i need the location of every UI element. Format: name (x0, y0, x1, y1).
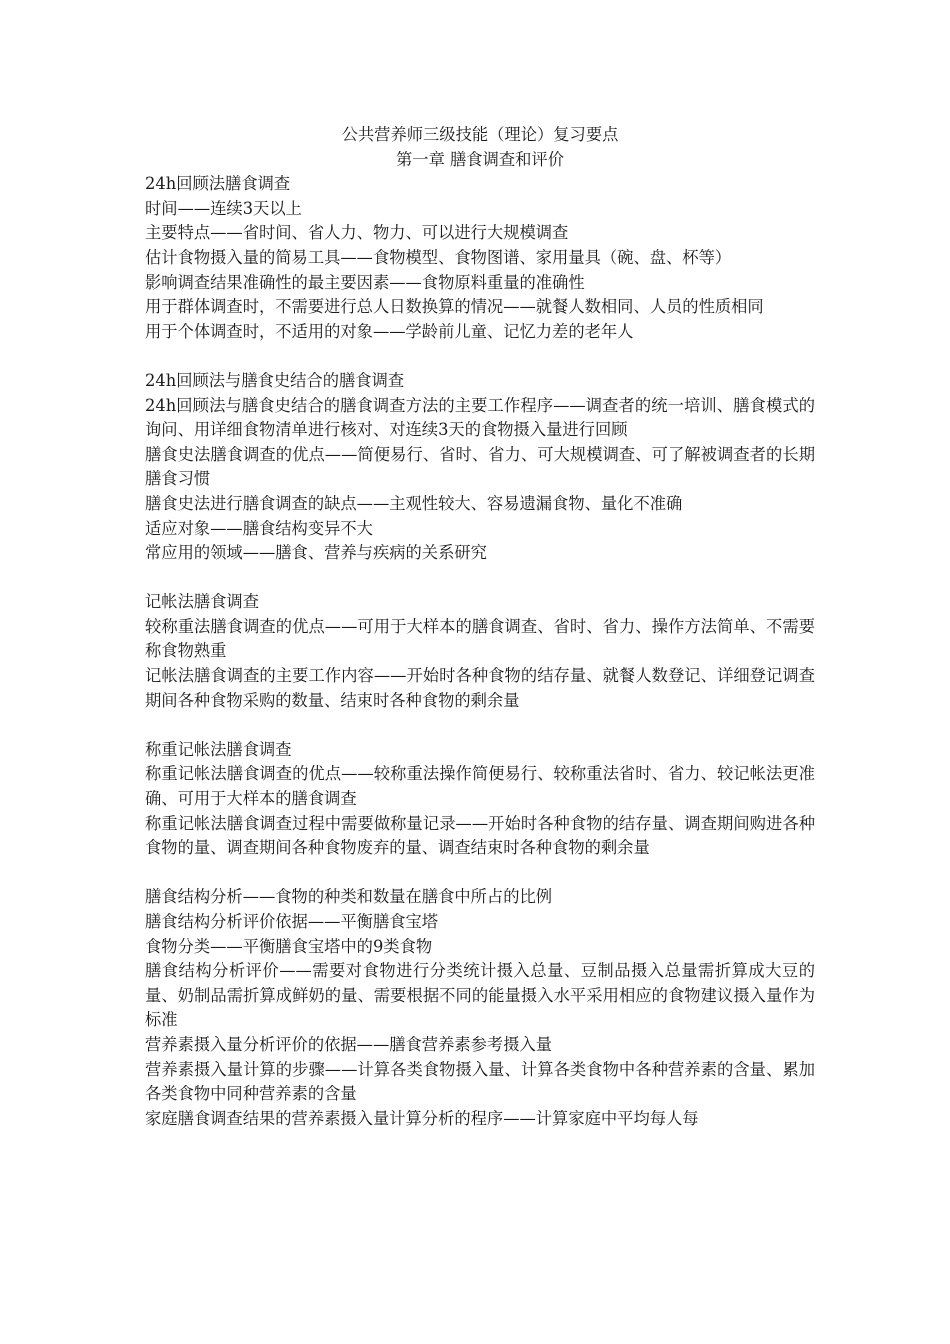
blank-line (145, 861, 815, 886)
text-line: 营养素摄入量计算的步骤——计算各类食物摄入量、计算各类食物中各种营养素的含量、累加各类食物中同种营养素的含量 (145, 1059, 815, 1104)
section-heading: 称重记帐法膳食调查 (145, 739, 292, 759)
chapter-title: 第一章 膳食调查和评价 (396, 149, 564, 169)
text-line: 膳食史法膳食调查的优点——简便易行、省时、省力、可大规模调查、可了解被调查者的长期膳食习惯 (145, 444, 815, 489)
text-line: 称重记帐法膳食调查的优点——较称重法操作简便易行、较称重法省时、省力、较记帐法更准确、可用于大样本的膳食调查 (145, 764, 815, 809)
text-line: 时间——连续3天以上 (145, 198, 302, 218)
section-heading: 记帐法膳食调查 (145, 592, 259, 612)
text-line: 记帐法膳食调查的主要工作内容——开始时各种食物的结存量、就餐人数登记、详细登记调查期间各种食物采购的数量、结束时各种食物的剩余量 (145, 666, 815, 710)
text-line: 食物分类——平衡膳食宝塔中的9类食物 (145, 936, 433, 956)
text-line: 称重记帐法膳食调查过程中需要做称量记录——开始时各种食物的结存量、调查期间购进各种食物的量、调查期间各种食物废弃的量、调查结束时各种食物的剩余量 (145, 813, 815, 858)
text-line: 膳食结构分析评价——需要对食物进行分类统计摄入总量、豆制品摄入总量需折算成大豆的量、奶制品需折算成鲜奶的量、需要根据不同的能量摄入水平采用相应的食物建议摄入量作为标准 (145, 961, 815, 1030)
text-line: 营养素摄入量分析评价的依据——膳食营养素参考摄入量 (145, 1034, 553, 1054)
blank-line (145, 713, 815, 738)
text-line: 膳食结构分析——食物的种类和数量在膳食中所占的比例 (145, 887, 553, 907)
text-line: 适应对象——膳食结构变异不大 (145, 518, 373, 538)
text-line: 膳食史法进行膳食调查的缺点——主观性较大、容易遗漏食物、量化不准确 (145, 493, 683, 513)
section-heading: 24h回顾法与膳食史结合的膳食调查 (145, 370, 405, 390)
blank-line (145, 344, 815, 369)
text-line: 影响调查结果准确性的最主要因素——食物原料重量的准确性 (145, 272, 585, 292)
document-title: 公共营养师三级技能（理论）复习要点 (341, 125, 619, 144)
text-line: 较称重法膳食调查的优点——可用于大样本的膳食调查、省时、省力、操作方法简单、不需要称食物熟重 (145, 616, 815, 661)
text-line: 用于群体调查时，不需要进行总人日数换算的情况——就餐人数相同、人员的性质相同 (145, 297, 764, 317)
text-line: 膳食结构分析评价依据——平衡膳食宝塔 (145, 912, 439, 931)
text-line: 用于个体调查时，不适用的对象——学龄前儿童、记忆力差的老年人 (145, 321, 634, 341)
text-line: 24h回顾法与膳食史结合的膳食调查方法的主要工作程序——调查者的统一培训、膳食模式的询问、用详细食物清单进行核对、对连续3天的食物摄入量进行回顾 (145, 395, 815, 440)
text-line: 家庭膳食调查结果的营养素摄入量计算分析的程序——计算家庭中平均每人每 (145, 1108, 699, 1128)
blank-line (145, 566, 815, 591)
section-heading: 24h回顾法膳食调查 (145, 174, 291, 194)
text-line: 常应用的领域——膳食、营养与疾病的关系研究 (145, 543, 487, 563)
text-line: 估计食物摄入量的简易工具——食物模型、食物图谱、家用量具（碗、盘、杯等） (145, 247, 732, 267)
document-page (145, 123, 815, 1131)
text-line: 主要特点——省时间、省人力、物力、可以进行大规模调查 (145, 223, 569, 243)
